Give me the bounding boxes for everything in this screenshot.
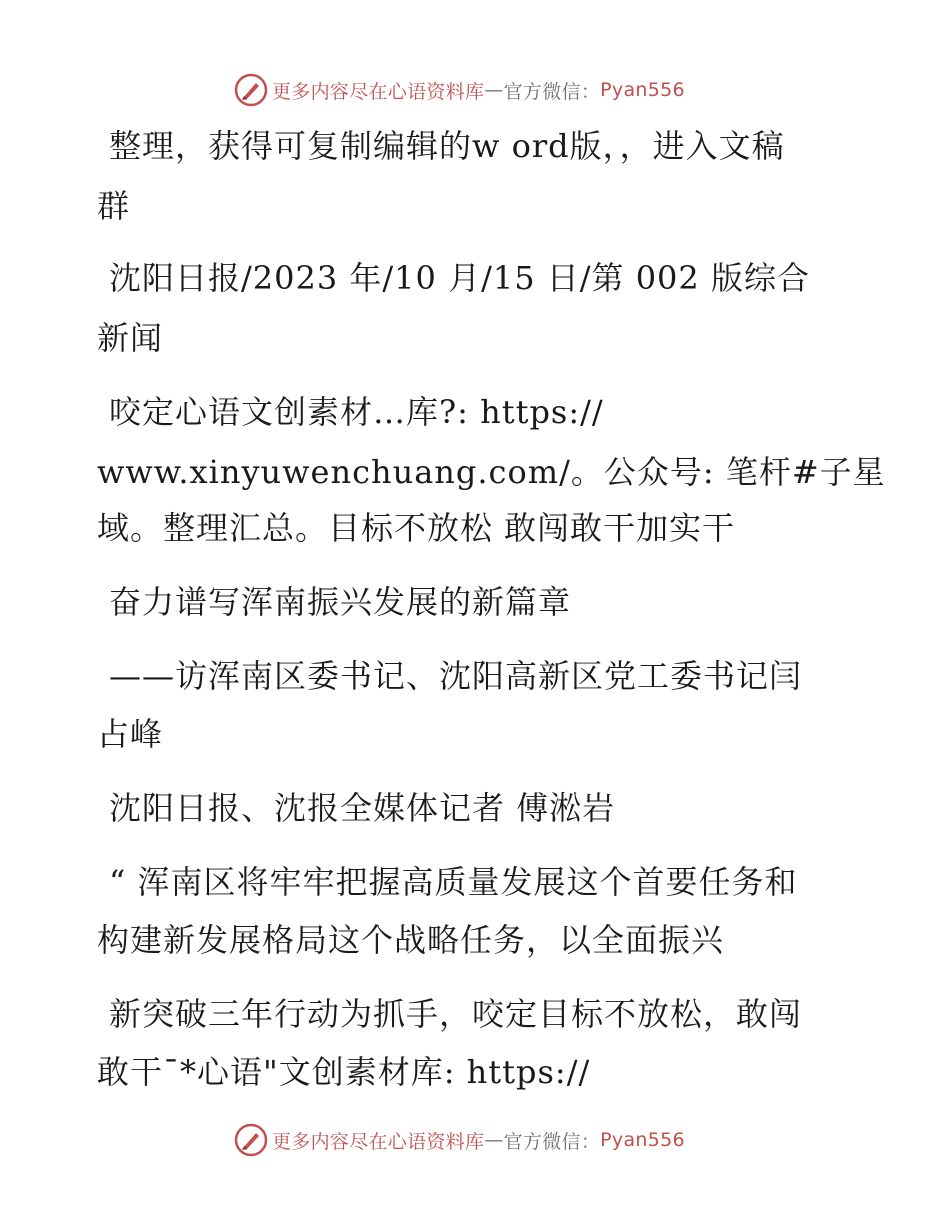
footer-banner bbox=[234, 1123, 685, 1157]
footer-separator: — bbox=[484, 1129, 504, 1151]
body-line: 整理，获得可复制编辑的w ord版，，进入文稿 bbox=[109, 127, 785, 165]
byline: 沈阳日报、沈报全媒体记者 傅淞岩 bbox=[109, 789, 616, 827]
body-line: 新闻 bbox=[97, 319, 164, 357]
header-wechat-id: Pyan556 bbox=[600, 79, 685, 101]
header-sub-text: 官方微信： bbox=[503, 80, 601, 103]
header-banner bbox=[234, 73, 685, 107]
body-line: “ 浑南区将牢牢把握高质量发展这个首要任务和 bbox=[109, 863, 798, 901]
footer-sub-text: 官方微信： bbox=[503, 1130, 601, 1153]
article-title: 奋力谱写浑南振兴发展的新篇章 bbox=[109, 583, 572, 621]
body-line: 域。整理汇总。目标不放松 敢闯敢干加实干 bbox=[97, 509, 736, 547]
header-main-text: 更多内容尽在心语资料库 bbox=[272, 80, 485, 103]
footer-wechat-id: Pyan556 bbox=[600, 1129, 685, 1151]
body-line: 咬定心语文创素材…库?: https:// bbox=[109, 393, 604, 431]
body-line: 群 bbox=[97, 187, 131, 225]
footer-main-text: 更多内容尽在心语资料库 bbox=[272, 1130, 485, 1153]
article-subtitle: ——访浑南区委书记、沈阳高新区党工委书记闫 bbox=[109, 657, 803, 695]
body-line: 新突破三年行动为抓手，咬定目标不放松，敢闯 bbox=[109, 995, 803, 1033]
body-line: 构建新发展格局这个战略任务，以全面振兴 bbox=[97, 921, 725, 959]
header-separator: — bbox=[484, 79, 504, 101]
body-line: www.xinyuwenchuang.com/。公众号: 笔杆#子星 bbox=[97, 453, 886, 491]
pen-logo-icon bbox=[234, 73, 268, 107]
body-line: 敢干¯*心语"文创素材库: https:// bbox=[97, 1053, 591, 1091]
article-subtitle-cont: 占峰 bbox=[97, 715, 164, 753]
body-line: 沈阳日报/2023 年/10 月/15 日/第 002 版综合 bbox=[109, 259, 810, 297]
pen-logo-icon bbox=[234, 1123, 268, 1157]
